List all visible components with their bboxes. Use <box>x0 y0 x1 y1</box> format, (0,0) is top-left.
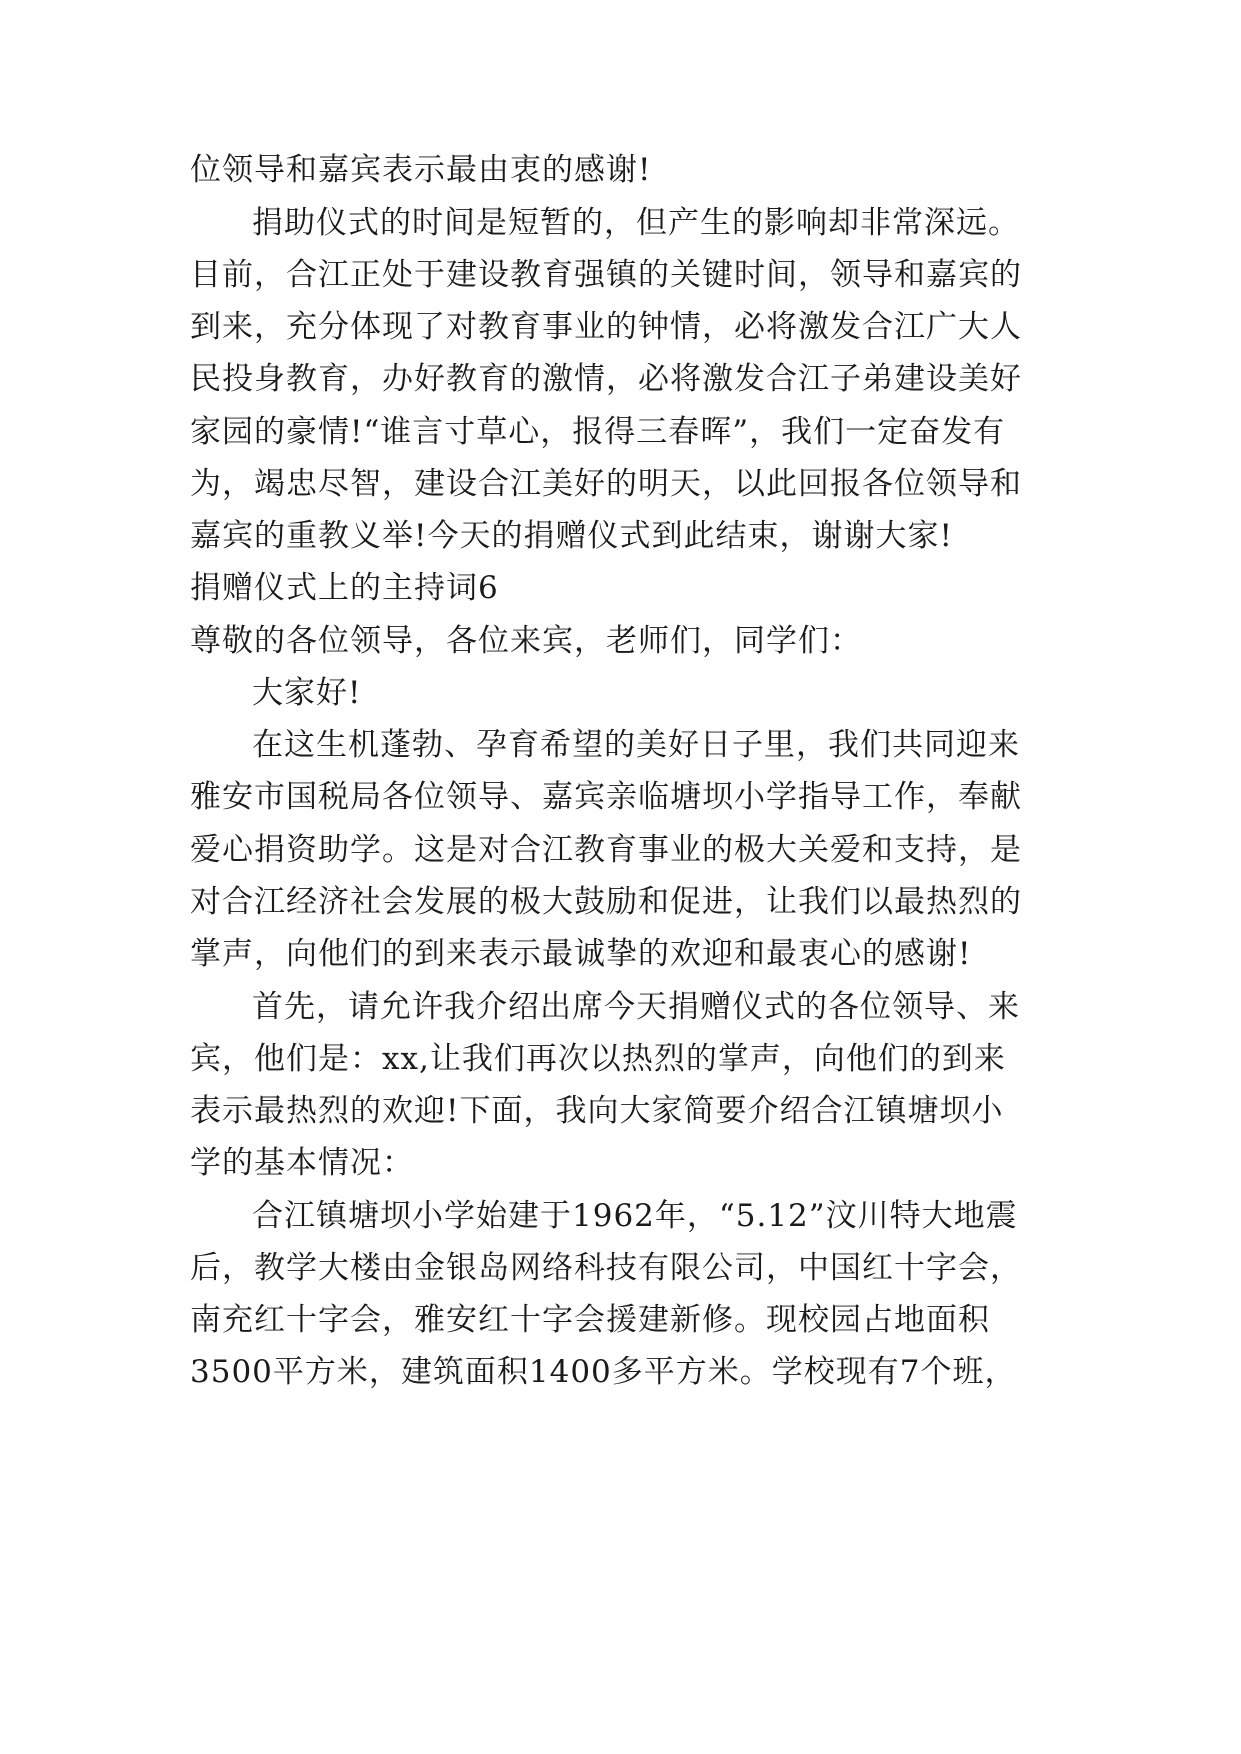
salutation: 尊敬的各位领导，各位来宾，老师们，同学们： <box>190 623 862 659</box>
text-line: 位领导和嘉宾表示最由衷的感谢! <box>190 152 652 188</box>
text-line: 首先，请允许我介绍出席今天捐赠仪式的各位领导、来 <box>252 989 1020 1025</box>
greeting: 大家好! <box>252 675 362 711</box>
text-line: 嘉宾的重教义举!今天的捐赠仪式到此结束，谢谢大家! <box>190 518 953 554</box>
text-line: 目前，合江正处于建设教育强镇的关键时间，领导和嘉宾的 <box>190 257 1022 293</box>
text-line: 雅安市国税局各位领导、嘉宾亲临塘坝小学指导工作，奉献 <box>190 779 1022 815</box>
text-line: 对合江经济社会发展的极大鼓励和促进，让我们以最热烈的 <box>190 884 1022 920</box>
section-heading: 捐赠仪式上的主持词6 <box>190 570 499 606</box>
text-line: 学的基本情况： <box>190 1145 414 1181</box>
text-line: 南充红十字会，雅安红十字会援建新修。现校园占地面积 <box>190 1302 990 1338</box>
text-line: 到来，充分体现了对教育事业的钟情，必将激发合江广大人 <box>190 309 1022 345</box>
text-line: 3500平方米，建筑面积1400多平方米。学校现有7个班， <box>190 1354 1017 1390</box>
text-line: 表示最热烈的欢迎!下面，我向大家简要介绍合江镇塘坝小 <box>190 1093 1004 1129</box>
text-line: 爱心捐资助学。这是对合江教育事业的极大关爱和支持，是 <box>190 832 1022 868</box>
text-line: 掌声，向他们的到来表示最诚挚的欢迎和最衷心的感谢! <box>190 936 972 972</box>
text-line: 民投身教育，办好教育的激情，必将激发合江子弟建设美好 <box>190 361 1022 397</box>
text-line: 后，教学大楼由金银岛网络科技有限公司，中国红十字会， <box>190 1250 1022 1286</box>
text-line: 合江镇塘坝小学始建于1962年，“5.12”汶川特大地震 <box>252 1198 1018 1234</box>
text-line: 捐助仪式的时间是短暂的，但产生的影响却非常深远。 <box>252 205 1020 241</box>
text-line: 为，竭忠尽智，建设合江美好的明天，以此回报各位领导和 <box>190 466 1022 502</box>
text-line: 宾，他们是：xx,让我们再次以热烈的掌声，向他们的到来 <box>190 1041 1006 1077</box>
text-line: 家园的豪情!“谁言寸草心，报得三春晖”，我们一定奋发有 <box>190 414 1006 450</box>
text-line: 在这生机蓬勃、孕育希望的美好日子里，我们共同迎来 <box>252 727 1020 763</box>
